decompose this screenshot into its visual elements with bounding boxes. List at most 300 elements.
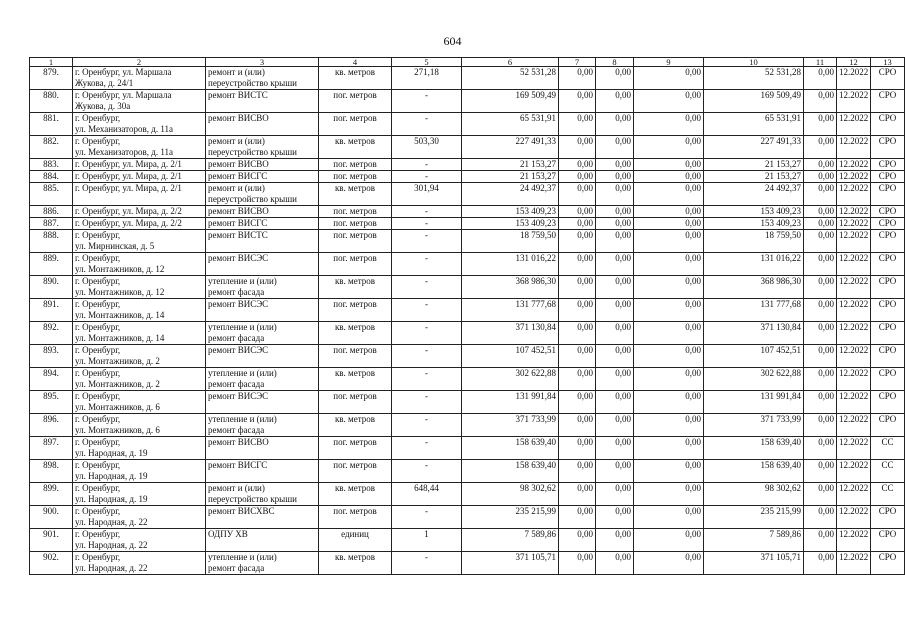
work-type-cell: ремонт ВИСЭС	[206, 299, 319, 322]
owners-funds-cell: 98 302,62	[704, 483, 804, 506]
address-cell: г. Оренбург, ул. Мира, д. 2/1	[73, 183, 206, 206]
total-cost-cell: 368 986,30	[462, 276, 559, 299]
fund-cell-11: 0,00	[804, 136, 837, 159]
owners-funds-cell: 7 589,86	[704, 529, 804, 552]
owners-funds-cell: 18 759,50	[704, 230, 804, 253]
address-cell: г. Оренбург, ул. Маршала Жукова, д. 24/1	[73, 67, 206, 90]
owners-funds-cell: 371 130,84	[704, 322, 804, 345]
quantity-cell: -	[392, 299, 462, 322]
fund-cell-8: 0,00	[596, 529, 634, 552]
work-type-cell: утепление и (или) ремонт фасада	[206, 276, 319, 299]
method-cell: СС	[871, 437, 905, 460]
work-type-cell: ремонт и (или) переустройство крыши	[206, 67, 319, 90]
quantity-cell: -	[392, 368, 462, 391]
fund-cell-7: 0,00	[559, 171, 596, 183]
fund-cell-11: 0,00	[804, 437, 837, 460]
quantity-cell: -	[392, 460, 462, 483]
method-cell: СРО	[871, 276, 905, 299]
total-cost-cell: 371 733,99	[462, 414, 559, 437]
row-number: 886.	[30, 206, 73, 218]
fund-cell-8: 0,00	[596, 391, 634, 414]
owners-funds-cell: 158 639,40	[704, 437, 804, 460]
fund-cell-9: 0,00	[634, 218, 704, 230]
unit-cell: кв. метров	[319, 368, 392, 391]
column-header-13: 13	[871, 58, 905, 67]
row-number: 891.	[30, 299, 73, 322]
quantity-cell: -	[392, 113, 462, 136]
date-cell: 12.2022	[837, 391, 871, 414]
table-row	[30, 529, 905, 552]
fund-cell-9: 0,00	[634, 90, 704, 113]
page-number: 604	[443, 34, 462, 48]
fund-cell-9: 0,00	[634, 552, 704, 575]
fund-cell-8: 0,00	[596, 253, 634, 276]
column-header-7: 7	[559, 58, 596, 67]
fund-cell-11: 0,00	[804, 171, 837, 183]
fund-cell-7: 0,00	[559, 230, 596, 253]
method-cell: СС	[871, 460, 905, 483]
address-cell: г. Оренбург, ул. Монтажников, д. 12	[73, 276, 206, 299]
owners-funds-cell: 227 491,33	[704, 136, 804, 159]
table-row	[30, 253, 905, 276]
fund-cell-8: 0,00	[596, 67, 634, 90]
total-cost-cell: 52 531,28	[462, 67, 559, 90]
fund-cell-11: 0,00	[804, 206, 837, 218]
fund-cell-8: 0,00	[596, 230, 634, 253]
fund-cell-9: 0,00	[634, 113, 704, 136]
column-header-8: 8	[596, 58, 634, 67]
fund-cell-7: 0,00	[559, 368, 596, 391]
unit-cell: пог. метров	[319, 218, 392, 230]
date-cell: 12.2022	[837, 67, 871, 90]
fund-cell-8: 0,00	[596, 183, 634, 206]
fund-cell-9: 0,00	[634, 276, 704, 299]
work-type-cell: ремонт ВИСВО	[206, 437, 319, 460]
owners-funds-cell: 24 492,37	[704, 183, 804, 206]
fund-cell-11: 0,00	[804, 159, 837, 171]
address-cell: г. Оренбург, ул. Монтажников, д. 14	[73, 299, 206, 322]
address-cell: г. Оренбург, ул. Народная, д. 22	[73, 506, 206, 529]
unit-cell: пог. метров	[319, 171, 392, 183]
quantity-cell: -	[392, 414, 462, 437]
fund-cell-9: 0,00	[634, 345, 704, 368]
address-cell: г. Оренбург, ул. Народная, д. 19	[73, 483, 206, 506]
total-cost-cell: 7 589,86	[462, 529, 559, 552]
date-cell: 12.2022	[837, 90, 871, 113]
fund-cell-7: 0,00	[559, 183, 596, 206]
date-cell: 12.2022	[837, 437, 871, 460]
row-number: 889.	[30, 253, 73, 276]
quantity-cell: -	[392, 345, 462, 368]
repair-table	[29, 57, 905, 575]
fund-cell-8: 0,00	[596, 437, 634, 460]
fund-cell-9: 0,00	[634, 183, 704, 206]
fund-cell-9: 0,00	[634, 136, 704, 159]
owners-funds-cell: 368 986,30	[704, 276, 804, 299]
fund-cell-9: 0,00	[634, 529, 704, 552]
fund-cell-11: 0,00	[804, 276, 837, 299]
fund-cell-7: 0,00	[559, 67, 596, 90]
table-row	[30, 299, 905, 322]
total-cost-cell: 153 409,23	[462, 206, 559, 218]
fund-cell-11: 0,00	[804, 529, 837, 552]
owners-funds-cell: 235 215,99	[704, 506, 804, 529]
row-number: 879.	[30, 67, 73, 90]
table-row	[30, 276, 905, 299]
table-row	[30, 113, 905, 136]
fund-cell-8: 0,00	[596, 218, 634, 230]
address-cell: г. Оренбург, ул. Народная, д. 19	[73, 460, 206, 483]
unit-cell: кв. метров	[319, 552, 392, 575]
address-cell: г. Оренбург, ул. Монтажников, д. 6	[73, 391, 206, 414]
address-cell: г. Оренбург, ул. Мира, д. 2/1	[73, 159, 206, 171]
method-cell: СРО	[871, 183, 905, 206]
date-cell: 12.2022	[837, 345, 871, 368]
unit-cell: пог. метров	[319, 206, 392, 218]
row-number: 881.	[30, 113, 73, 136]
table-row	[30, 506, 905, 529]
row-number: 897.	[30, 437, 73, 460]
fund-cell-9: 0,00	[634, 414, 704, 437]
owners-funds-cell: 52 531,28	[704, 67, 804, 90]
work-type-cell: утепление и (или) ремонт фасада	[206, 414, 319, 437]
fund-cell-9: 0,00	[634, 159, 704, 171]
fund-cell-7: 0,00	[559, 529, 596, 552]
quantity-cell: -	[392, 90, 462, 113]
fund-cell-9: 0,00	[634, 206, 704, 218]
method-cell: СРО	[871, 136, 905, 159]
quantity-cell: -	[392, 322, 462, 345]
owners-funds-cell: 21 153,27	[704, 159, 804, 171]
address-cell: г. Оренбург, ул. Народная, д. 22	[73, 529, 206, 552]
quantity-cell: 1	[392, 529, 462, 552]
total-cost-cell: 21 153,27	[462, 171, 559, 183]
date-cell: 12.2022	[837, 230, 871, 253]
work-type-cell: ремонт ВИСГС	[206, 460, 319, 483]
row-number: 894.	[30, 368, 73, 391]
fund-cell-11: 0,00	[804, 230, 837, 253]
row-number: 900.	[30, 506, 73, 529]
table-row	[30, 552, 905, 575]
column-header-11: 11	[804, 58, 837, 67]
fund-cell-7: 0,00	[559, 460, 596, 483]
work-type-cell: ремонт ВИСТС	[206, 230, 319, 253]
unit-cell: кв. метров	[319, 67, 392, 90]
total-cost-cell: 131 016,22	[462, 253, 559, 276]
column-header-12: 12	[837, 58, 871, 67]
fund-cell-8: 0,00	[596, 90, 634, 113]
method-cell: СС	[871, 483, 905, 506]
method-cell: СРО	[871, 368, 905, 391]
fund-cell-7: 0,00	[559, 113, 596, 136]
date-cell: 12.2022	[837, 159, 871, 171]
date-cell: 12.2022	[837, 183, 871, 206]
unit-cell: кв. метров	[319, 276, 392, 299]
column-header-3: 3	[206, 58, 319, 67]
fund-cell-11: 0,00	[804, 299, 837, 322]
method-cell: СРО	[871, 345, 905, 368]
unit-cell: кв. метров	[319, 414, 392, 437]
owners-funds-cell: 65 531,91	[704, 113, 804, 136]
fund-cell-8: 0,00	[596, 136, 634, 159]
address-cell: г. Оренбург, ул. Мира, д. 2/1	[73, 171, 206, 183]
fund-cell-11: 0,00	[804, 368, 837, 391]
row-number: 890.	[30, 276, 73, 299]
fund-cell-9: 0,00	[634, 460, 704, 483]
method-cell: СРО	[871, 171, 905, 183]
quantity-cell: -	[392, 276, 462, 299]
fund-cell-11: 0,00	[804, 345, 837, 368]
date-cell: 12.2022	[837, 552, 871, 575]
total-cost-cell: 131 991,84	[462, 391, 559, 414]
fund-cell-8: 0,00	[596, 322, 634, 345]
fund-cell-7: 0,00	[559, 345, 596, 368]
work-type-cell: утепление и (или) ремонт фасада	[206, 368, 319, 391]
fund-cell-7: 0,00	[559, 414, 596, 437]
row-number: 887.	[30, 218, 73, 230]
fund-cell-9: 0,00	[634, 368, 704, 391]
method-cell: СРО	[871, 206, 905, 218]
date-cell: 12.2022	[837, 218, 871, 230]
fund-cell-8: 0,00	[596, 113, 634, 136]
fund-cell-8: 0,00	[596, 206, 634, 218]
address-cell: г. Оренбург, ул. Народная, д. 19	[73, 437, 206, 460]
fund-cell-11: 0,00	[804, 506, 837, 529]
total-cost-cell: 18 759,50	[462, 230, 559, 253]
unit-cell: пог. метров	[319, 90, 392, 113]
fund-cell-7: 0,00	[559, 299, 596, 322]
row-number: 885.	[30, 183, 73, 206]
owners-funds-cell: 131 777,68	[704, 299, 804, 322]
table-row	[30, 90, 905, 113]
table-row	[30, 414, 905, 437]
fund-cell-7: 0,00	[559, 483, 596, 506]
date-cell: 12.2022	[837, 506, 871, 529]
method-cell: СРО	[871, 218, 905, 230]
fund-cell-7: 0,00	[559, 437, 596, 460]
work-type-cell: ремонт и (или) переустройство крыши	[206, 183, 319, 206]
date-cell: 12.2022	[837, 113, 871, 136]
fund-cell-11: 0,00	[804, 90, 837, 113]
address-cell: г. Оренбург, ул. Монтажников, д. 6	[73, 414, 206, 437]
address-cell: г. Оренбург, ул. Маршала Жукова, д. 30а	[73, 90, 206, 113]
table-row	[30, 322, 905, 345]
fund-cell-7: 0,00	[559, 322, 596, 345]
fund-cell-9: 0,00	[634, 67, 704, 90]
unit-cell: единиц	[319, 529, 392, 552]
table-row	[30, 391, 905, 414]
owners-funds-cell: 153 409,23	[704, 218, 804, 230]
work-type-cell: ОДПУ ХВ	[206, 529, 319, 552]
total-cost-cell: 371 130,84	[462, 322, 559, 345]
fund-cell-8: 0,00	[596, 460, 634, 483]
row-number: 901.	[30, 529, 73, 552]
table-row	[30, 218, 905, 230]
quantity-cell: -	[392, 437, 462, 460]
owners-funds-cell: 158 639,40	[704, 460, 804, 483]
method-cell: СРО	[871, 506, 905, 529]
unit-cell: пог. метров	[319, 345, 392, 368]
fund-cell-11: 0,00	[804, 183, 837, 206]
row-number: 883.	[30, 159, 73, 171]
fund-cell-9: 0,00	[634, 437, 704, 460]
total-cost-cell: 158 639,40	[462, 437, 559, 460]
table-row	[30, 171, 905, 183]
owners-funds-cell: 153 409,23	[704, 206, 804, 218]
method-cell: СРО	[871, 414, 905, 437]
total-cost-cell: 24 492,37	[462, 183, 559, 206]
date-cell: 12.2022	[837, 299, 871, 322]
date-cell: 12.2022	[837, 206, 871, 218]
owners-funds-cell: 107 452,51	[704, 345, 804, 368]
total-cost-cell: 98 302,62	[462, 483, 559, 506]
fund-cell-11: 0,00	[804, 253, 837, 276]
fund-cell-8: 0,00	[596, 368, 634, 391]
column-header-1: 1	[30, 58, 73, 67]
fund-cell-8: 0,00	[596, 345, 634, 368]
table-row	[30, 460, 905, 483]
unit-cell: пог. метров	[319, 253, 392, 276]
fund-cell-7: 0,00	[559, 159, 596, 171]
unit-cell: кв. метров	[319, 483, 392, 506]
quantity-cell: -	[392, 253, 462, 276]
fund-cell-8: 0,00	[596, 483, 634, 506]
work-type-cell: ремонт ВИСХВС	[206, 506, 319, 529]
address-cell: г. Оренбург, ул. Народная, д. 22	[73, 552, 206, 575]
fund-cell-11: 0,00	[804, 414, 837, 437]
method-cell: СРО	[871, 253, 905, 276]
date-cell: 12.2022	[837, 529, 871, 552]
quantity-cell: -	[392, 391, 462, 414]
date-cell: 12.2022	[837, 368, 871, 391]
table-row	[30, 67, 905, 90]
quantity-cell: 648,44	[392, 483, 462, 506]
column-header-9: 9	[634, 58, 704, 67]
unit-cell: пог. метров	[319, 437, 392, 460]
unit-cell: кв. метров	[319, 322, 392, 345]
table-row	[30, 206, 905, 218]
header-row	[30, 58, 905, 67]
quantity-cell: 301,94	[392, 183, 462, 206]
date-cell: 12.2022	[837, 483, 871, 506]
row-number: 892.	[30, 322, 73, 345]
address-cell: г. Оренбург, ул. Монтажников, д. 14	[73, 322, 206, 345]
table-row	[30, 437, 905, 460]
quantity-cell: 503,30	[392, 136, 462, 159]
method-cell: СРО	[871, 230, 905, 253]
row-number: 899.	[30, 483, 73, 506]
table-row	[30, 159, 905, 171]
fund-cell-11: 0,00	[804, 218, 837, 230]
method-cell: СРО	[871, 391, 905, 414]
fund-cell-9: 0,00	[634, 230, 704, 253]
total-cost-cell: 302 622,88	[462, 368, 559, 391]
date-cell: 12.2022	[837, 322, 871, 345]
work-type-cell: ремонт ВИСВО	[206, 159, 319, 171]
method-cell: СРО	[871, 552, 905, 575]
unit-cell: пог. метров	[319, 159, 392, 171]
total-cost-cell: 131 777,68	[462, 299, 559, 322]
method-cell: СРО	[871, 529, 905, 552]
work-type-cell: ремонт ВИСВО	[206, 113, 319, 136]
method-cell: СРО	[871, 159, 905, 171]
owners-funds-cell: 21 153,27	[704, 171, 804, 183]
table-row	[30, 183, 905, 206]
fund-cell-7: 0,00	[559, 206, 596, 218]
fund-cell-8: 0,00	[596, 276, 634, 299]
fund-cell-7: 0,00	[559, 253, 596, 276]
total-cost-cell: 235 215,99	[462, 506, 559, 529]
fund-cell-8: 0,00	[596, 171, 634, 183]
date-cell: 12.2022	[837, 136, 871, 159]
work-type-cell: утепление и (или) ремонт фасада	[206, 322, 319, 345]
quantity-cell: -	[392, 218, 462, 230]
method-cell: СРО	[871, 113, 905, 136]
total-cost-cell: 107 452,51	[462, 345, 559, 368]
fund-cell-9: 0,00	[634, 391, 704, 414]
column-header-10: 10	[704, 58, 804, 67]
fund-cell-7: 0,00	[559, 391, 596, 414]
address-cell: г. Оренбург, ул. Монтажников, д. 12	[73, 253, 206, 276]
row-number: 882.	[30, 136, 73, 159]
row-number: 895.	[30, 391, 73, 414]
table-row	[30, 368, 905, 391]
method-cell: СРО	[871, 67, 905, 90]
address-cell: г. Оренбург, ул. Механизаторов, д. 11а	[73, 136, 206, 159]
table-row	[30, 483, 905, 506]
fund-cell-8: 0,00	[596, 552, 634, 575]
quantity-cell: -	[392, 230, 462, 253]
address-cell: г. Оренбург, ул. Механизаторов, д. 11а	[73, 113, 206, 136]
fund-cell-9: 0,00	[634, 253, 704, 276]
total-cost-cell: 227 491,33	[462, 136, 559, 159]
quantity-cell: -	[392, 506, 462, 529]
owners-funds-cell: 371 733,99	[704, 414, 804, 437]
unit-cell: пог. метров	[319, 391, 392, 414]
unit-cell: кв. метров	[319, 183, 392, 206]
date-cell: 12.2022	[837, 414, 871, 437]
work-type-cell: утепление и (или) ремонт фасада	[206, 552, 319, 575]
column-header-6: 6	[462, 58, 559, 67]
fund-cell-9: 0,00	[634, 299, 704, 322]
total-cost-cell: 153 409,23	[462, 218, 559, 230]
unit-cell: пог. метров	[319, 299, 392, 322]
fund-cell-7: 0,00	[559, 136, 596, 159]
quantity-cell: 271,18	[392, 67, 462, 90]
total-cost-cell: 65 531,91	[462, 113, 559, 136]
method-cell: СРО	[871, 90, 905, 113]
column-header-5: 5	[392, 58, 462, 67]
method-cell: СРО	[871, 299, 905, 322]
unit-cell: пог. метров	[319, 506, 392, 529]
work-type-cell: ремонт и (или) переустройство крыши	[206, 483, 319, 506]
fund-cell-11: 0,00	[804, 483, 837, 506]
owners-funds-cell: 371 105,71	[704, 552, 804, 575]
row-number: 898.	[30, 460, 73, 483]
row-number: 880.	[30, 90, 73, 113]
fund-cell-8: 0,00	[596, 506, 634, 529]
work-type-cell: ремонт ВИСТС	[206, 90, 319, 113]
unit-cell: кв. метров	[319, 136, 392, 159]
table-row	[30, 136, 905, 159]
work-type-cell: ремонт и (или) переустройство крыши	[206, 136, 319, 159]
row-number: 902.	[30, 552, 73, 575]
date-cell: 12.2022	[837, 460, 871, 483]
fund-cell-7: 0,00	[559, 276, 596, 299]
method-cell: СРО	[871, 322, 905, 345]
fund-cell-11: 0,00	[804, 460, 837, 483]
date-cell: 12.2022	[837, 253, 871, 276]
